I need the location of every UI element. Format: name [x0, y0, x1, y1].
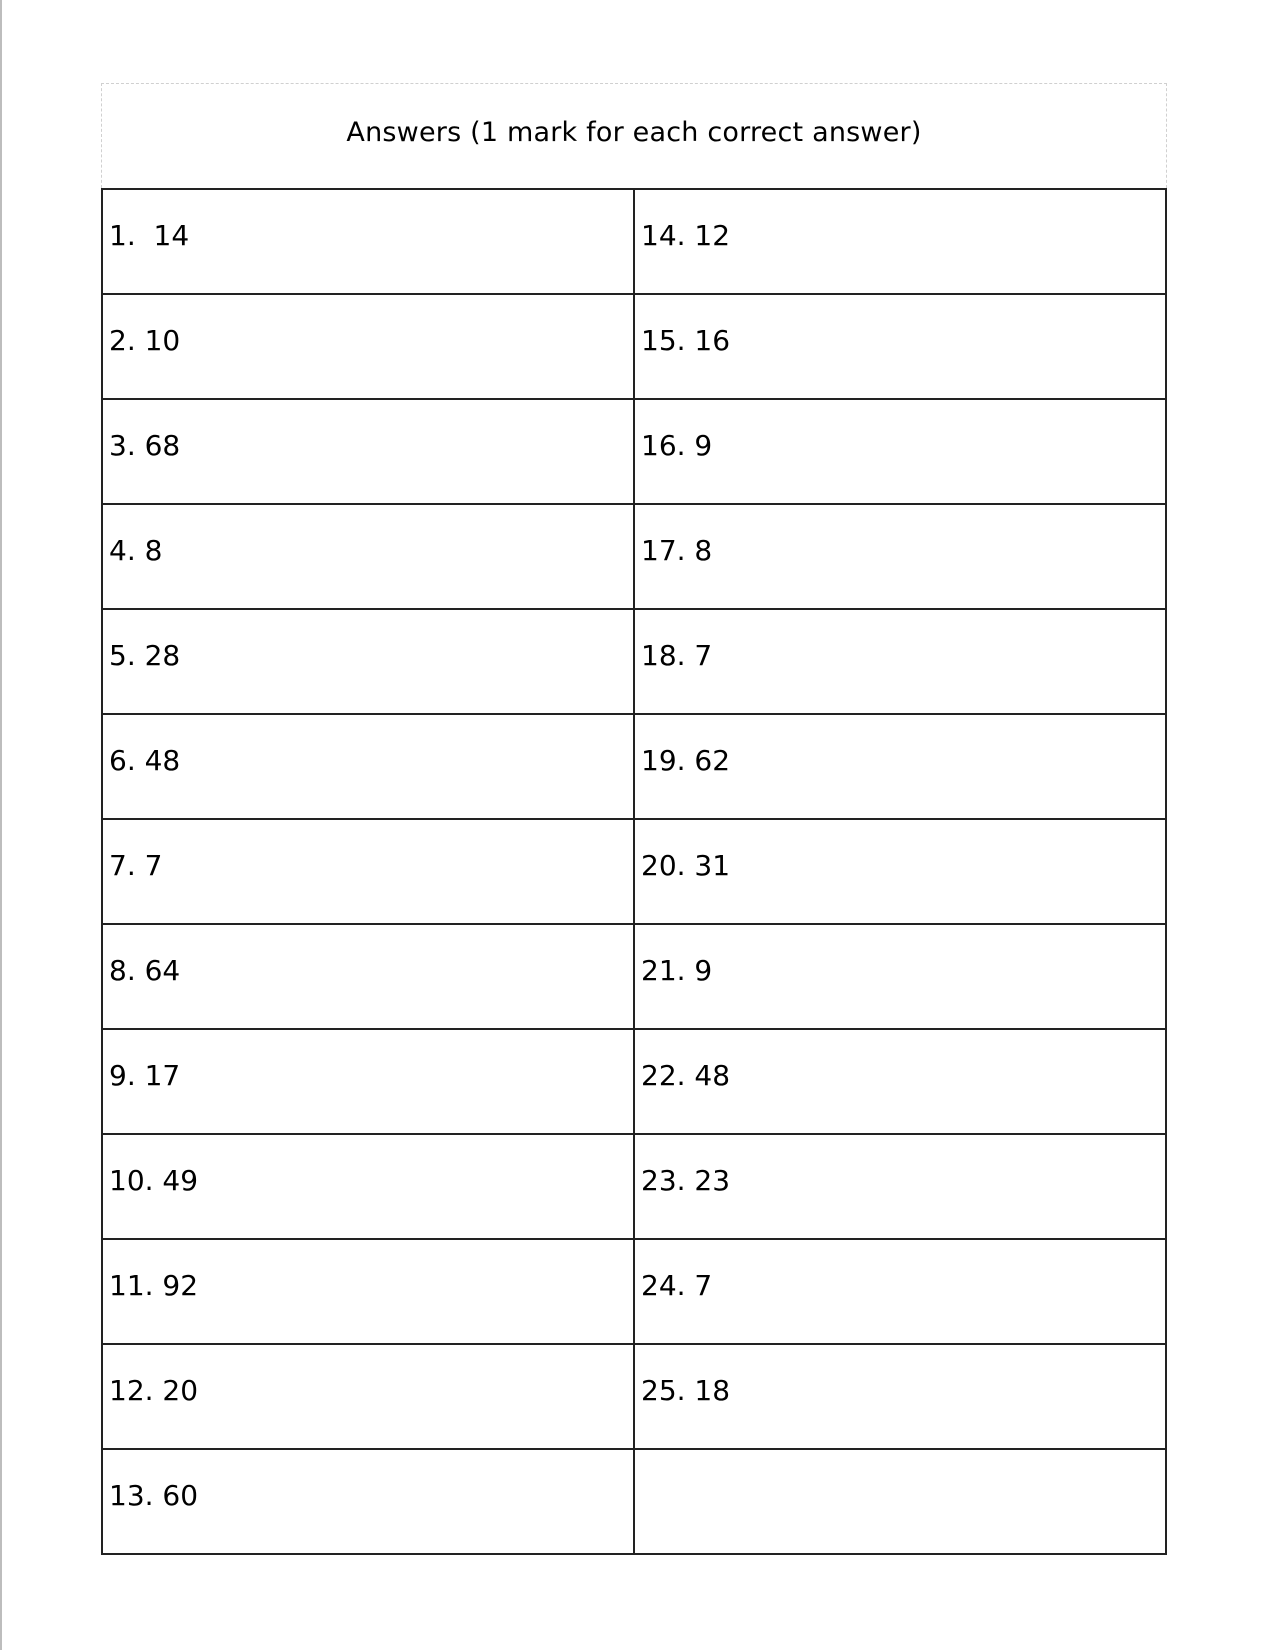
answer-cell: 13. 60 [102, 1449, 634, 1554]
answer-cell: 19. 62 [634, 714, 1166, 819]
answer-cell: 2. 10 [102, 294, 634, 399]
answer-cell: 3. 68 [102, 399, 634, 504]
answer-cell: 1. 14 [102, 189, 634, 294]
table-row [102, 1449, 1166, 1554]
table-row [102, 714, 1166, 819]
answer-cell: 8. 64 [102, 924, 634, 1029]
answer-cell: 10. 49 [102, 1134, 634, 1239]
answer-cell: 16. 9 [634, 399, 1166, 504]
table-row [102, 294, 1166, 399]
empty-cell [634, 1449, 1166, 1554]
table-row [102, 1029, 1166, 1134]
answer-cell: 24. 7 [634, 1239, 1166, 1344]
answer-cell: 20. 31 [634, 819, 1166, 924]
answer-cell: 15. 16 [634, 294, 1166, 399]
answer-cell: 7. 7 [102, 819, 634, 924]
table-row [102, 504, 1166, 609]
answer-cell: 25. 18 [634, 1344, 1166, 1449]
answers-table [101, 188, 1167, 1555]
table-row [102, 819, 1166, 924]
table-row [102, 609, 1166, 714]
answer-cell: 11. 92 [102, 1239, 634, 1344]
table-row [102, 1134, 1166, 1239]
answer-cell: 23. 23 [634, 1134, 1166, 1239]
answers-header [101, 83, 1167, 188]
answer-cell: 22. 48 [634, 1029, 1166, 1134]
answer-cell: 12. 20 [102, 1344, 634, 1449]
table-row [102, 189, 1166, 294]
table-row [102, 924, 1166, 1029]
page-edge [0, 0, 2, 1650]
table-row [102, 1344, 1166, 1449]
table-row [102, 399, 1166, 504]
answer-cell: 9. 17 [102, 1029, 634, 1134]
answer-cell: 4. 8 [102, 504, 634, 609]
answer-cell: 21. 9 [634, 924, 1166, 1029]
page-title: Answers (1 mark for each correct answer) [346, 116, 922, 148]
answer-cell: 18. 7 [634, 609, 1166, 714]
answer-cell: 14. 12 [634, 189, 1166, 294]
table-row [102, 1239, 1166, 1344]
answer-cell: 17. 8 [634, 504, 1166, 609]
answer-cell: 6. 48 [102, 714, 634, 819]
answer-cell: 5. 28 [102, 609, 634, 714]
